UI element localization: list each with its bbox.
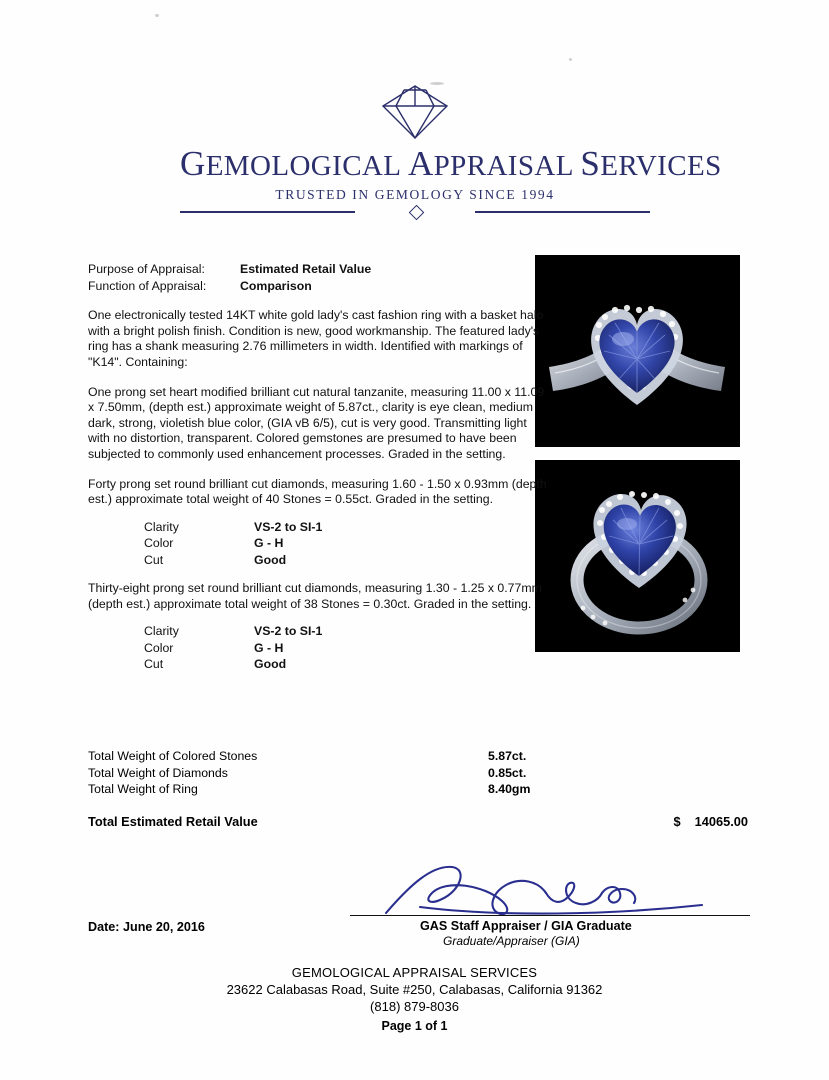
total-value: 8.40gm <box>488 782 531 796</box>
spec-key: Cut <box>144 657 164 672</box>
spec-key: Color <box>144 536 174 551</box>
description-main-stone: One prong set heart modified brilliant cut natural tanzanite, measuring 11.00 x 11.09 x 7.50mm, (depth est.) approximate weight of 5.87ct., clarity is eye clean, medium dark, strong, violetish blue color, (GIA vB 6/5), cut is very good. Transmitting light with no distortion, transparent. Colored gemstones are presumed to have been subjected to commonly used enhancement processes. Graded in the setting. <box>88 384 545 461</box>
total-label: Total Weight of Colored Stones <box>88 749 258 763</box>
function-label: Function of Appraisal: <box>88 278 207 293</box>
letterhead <box>180 80 722 219</box>
spec-value: Good <box>254 552 287 567</box>
spec-value: VS-2 to SI-1 <box>254 624 323 639</box>
footer-company: GEMOLOGICAL APPRAISAL SERVICES <box>291 965 538 980</box>
spec-row <box>144 519 548 536</box>
purpose-label: Purpose of Appraisal: <box>88 262 205 276</box>
appraiser-title: GAS Staff Appraiser / GIA Graduate <box>420 919 632 933</box>
footer-phone: (818) 879-8036 <box>370 999 459 1014</box>
date-label: Date: <box>88 920 120 934</box>
diamond-icon <box>180 80 650 142</box>
spec-key: Clarity <box>144 519 179 534</box>
spec-key: Cut <box>144 552 164 567</box>
purpose-value: Estimated Retail Value <box>240 262 372 276</box>
scan-speckle <box>569 58 572 61</box>
description-diamonds-2: Thirty-eight prong set round brilliant cut diamonds, measuring 1.30 - 1.25 x 0.77mm (depth est.) approximate total weight of 38 Stones = 0.30ct. Graded in the setting. <box>88 581 542 611</box>
appraisal-date <box>88 920 205 934</box>
currency-symbol: $ <box>673 814 681 829</box>
purpose-row <box>88 262 548 278</box>
grand-total-amount: 14065.00 <box>694 814 748 829</box>
company-tagline: TRUSTED IN GEMOLOGY SINCE 1994 <box>275 187 555 202</box>
spec-row <box>144 640 548 657</box>
spec-row <box>144 552 548 569</box>
total-row <box>88 781 748 798</box>
ring-photo-top <box>535 255 740 447</box>
spec-value: VS-2 to SI-1 <box>254 519 323 534</box>
specs-group-1 <box>144 519 548 569</box>
specs-group-2 <box>144 623 548 673</box>
total-label: Total Weight of Ring <box>88 782 198 796</box>
appraisal-body <box>88 262 548 673</box>
function-value: Comparison <box>240 278 312 293</box>
total-row <box>88 765 748 782</box>
total-value: 0.85ct. <box>488 765 527 780</box>
function-row <box>88 279 548 295</box>
totals-section <box>88 748 748 798</box>
ring-photo-angle <box>535 460 740 652</box>
grand-total-row <box>88 814 748 829</box>
total-label: Total Weight of Diamonds <box>88 765 228 780</box>
description-intro: One electronically tested 14KT white gold lady's cast fashion ring with a basket halo with a bright polish finish. Condition is new, good workmanship. The featured lady's ring has a shank measuring 2.76 millimeters in width. Identified with markings of "K14". Containing: <box>88 308 544 369</box>
spec-value: G - H <box>254 640 284 655</box>
signature-line <box>350 915 750 916</box>
scan-speckle <box>155 14 159 17</box>
description-diamonds-1: Forty prong set round brilliant cut diamonds, measuring 1.60 - 1.50 x 0.93mm (depth est.) approximate total weight of 40 Stones = 0.55ct. Graded in the setting. <box>88 476 547 507</box>
footer <box>0 964 829 1015</box>
spec-row <box>144 656 548 673</box>
grand-total-label: Total Estimated Retail Value <box>88 814 258 829</box>
footer-address: 23622 Calabasas Road, Suite #250, Calabasas, California 91362 <box>226 982 603 997</box>
spec-key: Color <box>144 640 174 655</box>
spec-row <box>144 535 548 552</box>
spec-key: Clarity <box>144 624 179 639</box>
total-value: 5.87ct. <box>488 749 527 763</box>
page-number: Page 1 of 1 <box>381 1019 448 1033</box>
total-row <box>88 748 748 765</box>
spec-value: G - H <box>254 536 284 551</box>
spec-row <box>144 623 548 640</box>
header-divider <box>180 205 650 219</box>
appraiser-subtitle: Graduate/Appraiser (GIA) <box>443 934 580 948</box>
company-title: GEMOLOGICAL APPRAISAL SERVICES <box>180 144 722 183</box>
date-value: June 20, 2016 <box>123 920 205 934</box>
spec-value: Good <box>254 657 287 672</box>
